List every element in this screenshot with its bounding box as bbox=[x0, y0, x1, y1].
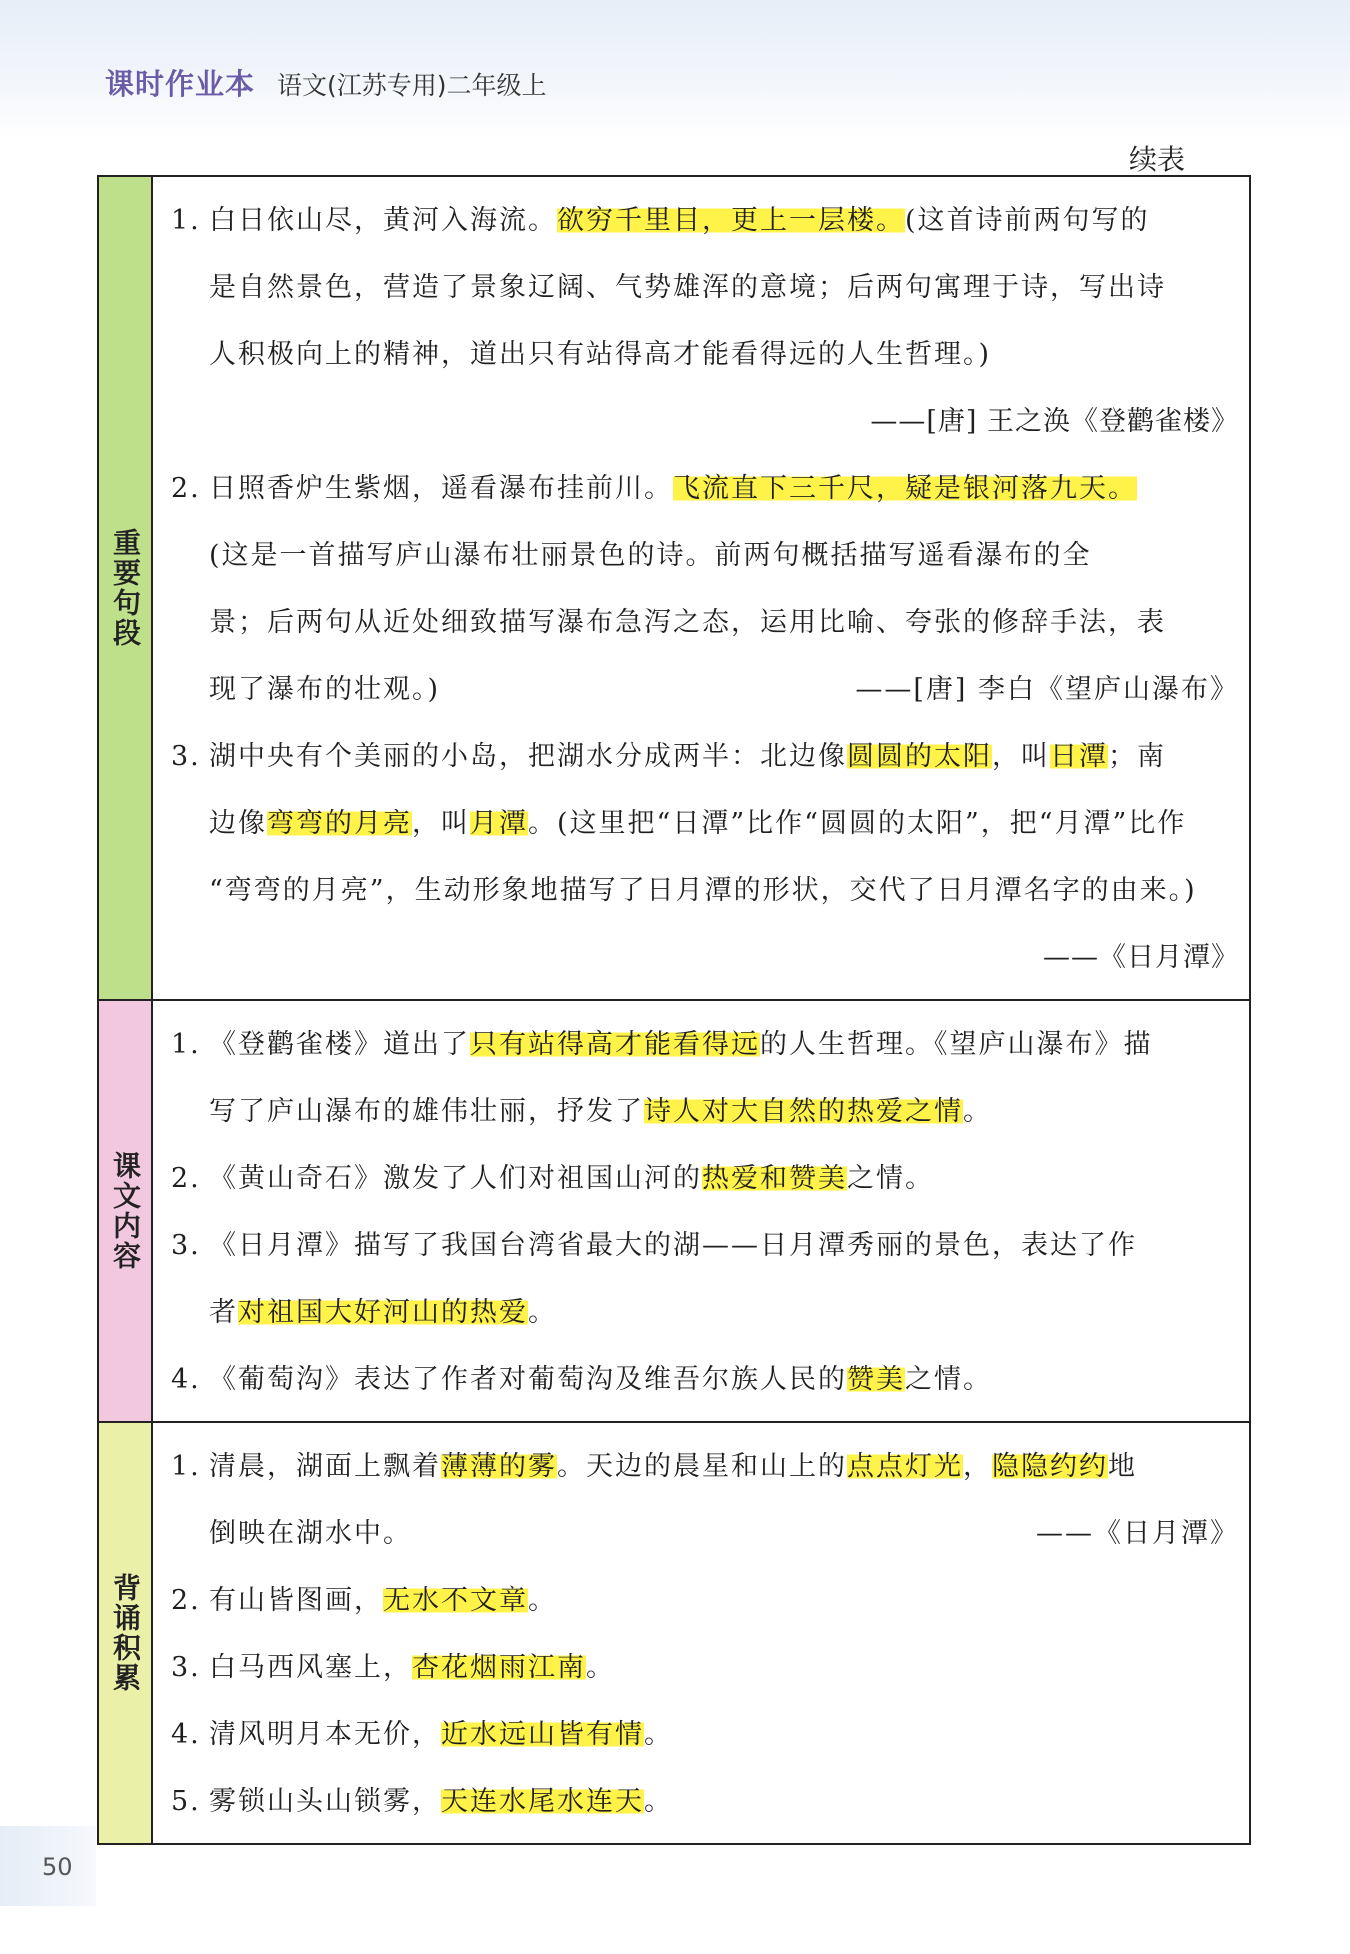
highlight: 隐隐约约 bbox=[992, 1451, 1108, 1482]
list-item bbox=[171, 1768, 1239, 1835]
item-text: 。 bbox=[528, 1585, 557, 1616]
subject-title: 语文(江苏专用)二年级上 bbox=[277, 71, 547, 100]
section-lesson-content bbox=[99, 999, 1249, 1421]
item-text: ， bbox=[963, 1451, 992, 1482]
item-text: ，叫 bbox=[992, 741, 1050, 772]
item-text: 。天边的晨星和山上的 bbox=[557, 1451, 847, 1482]
source-citation: ——[唐] 王之涣《登鹳雀楼》 bbox=[870, 406, 1239, 437]
list-item bbox=[171, 1701, 1239, 1768]
item-text: 《葡萄沟》表达了作者对葡萄沟及维吾尔族人民的 bbox=[209, 1364, 847, 1395]
item-text: ，叫 bbox=[412, 808, 470, 839]
section-recitation bbox=[99, 1421, 1249, 1843]
item-text-line bbox=[171, 1500, 1239, 1567]
section-label bbox=[99, 177, 153, 999]
item-text: 写了庐山瀑布的雄伟壮丽，抒发了 bbox=[209, 1096, 644, 1127]
item-text: ；南 bbox=[1108, 741, 1166, 772]
item-text: 者 bbox=[209, 1297, 238, 1328]
item-text-line bbox=[171, 1279, 1239, 1346]
item-text-line bbox=[171, 1078, 1239, 1145]
highlight: 赞美 bbox=[847, 1364, 905, 1395]
source-citation: ——《日月潭》 bbox=[1043, 942, 1239, 973]
list-item bbox=[171, 1567, 1239, 1634]
list-item bbox=[171, 1212, 1239, 1279]
highlight: 飞流直下三千尺，疑是银河落九天。 bbox=[673, 473, 1137, 504]
highlight: 杏花烟雨江南 bbox=[412, 1652, 586, 1683]
item-number: 2. bbox=[171, 1585, 201, 1616]
item-text: 。 bbox=[644, 1719, 673, 1750]
page-number: 50 bbox=[42, 1853, 73, 1881]
item-text: 的人生哲理。《望庐山瀑布》描 bbox=[760, 1029, 1153, 1060]
item-number: 4. bbox=[171, 1364, 201, 1395]
item-text: 之情。 bbox=[847, 1163, 934, 1194]
item-text: 倒映在湖水中。 bbox=[209, 1518, 412, 1549]
highlight: 近水远山皆有情 bbox=[441, 1719, 644, 1750]
item-text: 清风明月本无价， bbox=[209, 1719, 441, 1750]
item-text: 。(这里把“日潭”比作“圆圆的太阳”，把“月潭”比作 bbox=[528, 808, 1187, 839]
item-text: 。 bbox=[644, 1786, 673, 1817]
item-number: 1. bbox=[171, 1451, 201, 1482]
section-key-passages bbox=[99, 177, 1249, 999]
item-text: 有山皆图画， bbox=[209, 1585, 383, 1616]
section-label bbox=[99, 1001, 153, 1421]
section-content bbox=[153, 1001, 1249, 1421]
item-text-line: 景；后两句从近处细致描写瀑布急泻之态，运用比喻、夸张的修辞手法，表 bbox=[209, 607, 1166, 638]
list-item bbox=[171, 455, 1239, 522]
item-text-line bbox=[171, 656, 1239, 723]
book-title: 课时作业本 bbox=[105, 67, 256, 101]
item-text: 地 bbox=[1108, 1451, 1137, 1482]
summary-table bbox=[97, 175, 1251, 1845]
item-text: 湖中央有个美丽的小岛，把湖水分成两半：北边像 bbox=[209, 741, 847, 772]
list-item bbox=[171, 1634, 1239, 1701]
section-label-text: 重要句段 bbox=[109, 528, 142, 648]
item-text: 。 bbox=[963, 1096, 992, 1127]
item-text-line: 是自然景色，营造了景象辽阔、气势雄浑的意境；后两句寓理于诗，写出诗 bbox=[209, 272, 1166, 303]
highlight: 只有站得高才能看得远 bbox=[470, 1029, 760, 1060]
item-text: 《黄山奇石》激发了人们对祖国山河的 bbox=[209, 1163, 702, 1194]
item-text: 《登鹳雀楼》道出了 bbox=[209, 1029, 470, 1060]
item-text: 边像 bbox=[209, 808, 267, 839]
list-item bbox=[171, 187, 1239, 254]
item-number: 4. bbox=[171, 1719, 201, 1750]
item-number: 1. bbox=[171, 1029, 201, 1060]
item-number: 3. bbox=[171, 741, 201, 772]
highlight: 圆圆的太阳 bbox=[847, 741, 992, 772]
source-citation: ——[唐] 李白《望庐山瀑布》 bbox=[855, 674, 1239, 705]
list-item bbox=[171, 1433, 1239, 1500]
highlight: 诗人对大自然的热爱之情 bbox=[644, 1096, 963, 1127]
continued-label: 续表 bbox=[1128, 143, 1185, 176]
section-content bbox=[153, 177, 1249, 999]
highlight: 月潭 bbox=[470, 808, 528, 839]
highlight: 热爱和赞美 bbox=[702, 1163, 847, 1194]
highlight: 天连水尾水连天 bbox=[441, 1786, 644, 1817]
item-text: 清晨，湖面上飘着 bbox=[209, 1451, 441, 1482]
item-number: 2. bbox=[171, 1163, 201, 1194]
list-item bbox=[171, 1145, 1239, 1212]
item-text: 现了瀑布的壮观。) bbox=[209, 674, 441, 705]
item-number: 2. bbox=[171, 473, 201, 504]
item-text-line: 人积极向上的精神，道出只有站得高才能看得远的人生哲理。) bbox=[209, 339, 992, 370]
item-text: (这首诗前两句写的 bbox=[905, 205, 1150, 236]
section-label bbox=[99, 1423, 153, 1843]
list-item bbox=[171, 723, 1239, 790]
highlight: 点点灯光 bbox=[847, 1451, 963, 1482]
highlight: 薄薄的雾 bbox=[441, 1451, 557, 1482]
item-text: 。 bbox=[586, 1652, 615, 1683]
source-citation: ——《日月潭》 bbox=[1036, 1518, 1239, 1549]
highlight: 弯弯的月亮 bbox=[267, 808, 412, 839]
section-label-text: 课文内容 bbox=[109, 1151, 142, 1271]
item-text: 白马西风塞上， bbox=[209, 1652, 412, 1683]
item-number: 1. bbox=[171, 205, 201, 236]
item-text-line: “弯弯的月亮”，生动形象地描写了日月潭的形状，交代了日月潭名字的由来。) bbox=[209, 875, 1197, 906]
item-text-line: (这是一首描写庐山瀑布壮丽景色的诗。前两句概括描写遥看瀑布的全 bbox=[209, 540, 1092, 571]
item-text: 《日月潭》描写了我国台湾省最大的湖——日月潭秀丽的景色，表达了作 bbox=[209, 1230, 1137, 1261]
item-text: 日照香炉生紫烟，遥看瀑布挂前川。 bbox=[209, 473, 673, 504]
item-text-line bbox=[171, 790, 1239, 857]
highlight: 无水不文章 bbox=[383, 1585, 528, 1616]
highlight: 欲穷千里目，更上一层楼。 bbox=[557, 205, 905, 236]
section-content bbox=[153, 1423, 1249, 1843]
page-header bbox=[105, 62, 547, 103]
highlight: 日潭 bbox=[1050, 741, 1108, 772]
item-number: 3. bbox=[171, 1230, 201, 1261]
item-text: 。 bbox=[528, 1297, 557, 1328]
list-item bbox=[171, 1011, 1239, 1078]
item-text: 白日依山尽，黄河入海流。 bbox=[209, 205, 557, 236]
item-text: 之情。 bbox=[905, 1364, 992, 1395]
list-item bbox=[171, 1346, 1239, 1413]
highlight: 对祖国大好河山的热爱 bbox=[238, 1297, 528, 1328]
item-number: 3. bbox=[171, 1652, 201, 1683]
item-text: 雾锁山头山锁雾， bbox=[209, 1786, 441, 1817]
section-label-text: 背诵积累 bbox=[109, 1573, 142, 1693]
item-number: 5. bbox=[171, 1786, 201, 1817]
